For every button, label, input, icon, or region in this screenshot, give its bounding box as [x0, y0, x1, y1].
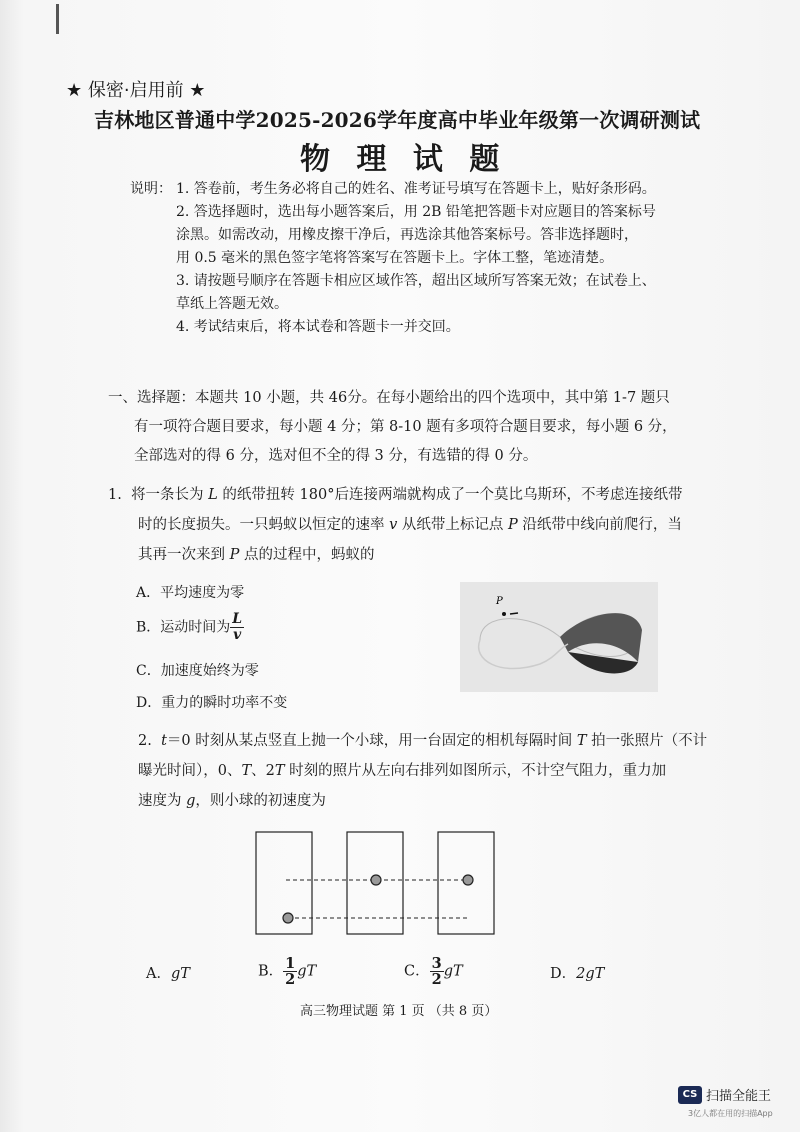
q1-text: 将一条长为 [131, 487, 209, 503]
confidential-mark: ★ 保密·启用前 ★ [66, 80, 206, 101]
section-line: 一、选择题：本题共 10 小题，共 46分。在每小题给出的四个选项中，其中第 1-7 题只 [108, 390, 670, 406]
var-g: g [186, 793, 196, 809]
watermark-tagline: 3亿人都在用的扫描App [688, 1109, 773, 1118]
q2-text: 时刻的照片从左向右排列如图所示，不计空气阻力，重力加 [284, 763, 667, 779]
ball-at-T [371, 875, 381, 885]
q2-text: ，则小球的初速度为 [195, 793, 326, 809]
q2-text: 速度为 [138, 793, 187, 809]
question-2 [138, 726, 707, 816]
instruction-item: 3. 请按题号顺序在答题卡相应区域作答，超出区域所写答案无效；在试卷上、 [176, 273, 656, 289]
q1-text: 的纸带扭转 180°后连接两端就构成了一个莫比乌斯环，不考虑连接纸带 [217, 487, 683, 503]
var-T: T [274, 763, 285, 779]
fraction-denominator: 2 [285, 971, 296, 988]
section-line: 有一项符合题目要求，每小题 4 分；第 8-10 题有多项符合题目要求，每小题 6 分， [134, 419, 677, 435]
exam-title: 吉林地区普通中学2025-2026学年度高中毕业年级第一次调研测试 [94, 108, 701, 132]
q2-text: 曝光时间），0、 [138, 763, 242, 779]
q1-option-c: C．加速度始终为零 [136, 663, 259, 679]
option-value: gT [297, 963, 317, 980]
mobius-strip-figure [460, 582, 658, 692]
var-T: T [576, 733, 587, 749]
question-number: 1. [108, 487, 122, 503]
option-value: 2gT [576, 966, 605, 982]
question-1 [108, 480, 682, 570]
q1-text: 点的过程中，蚂蚁的 [239, 547, 375, 563]
q2-text: 拍一张照片（不计 [586, 733, 708, 749]
fraction-numerator: L [232, 611, 243, 627]
photo-frames-figure [252, 830, 502, 940]
section-line: 全部选对的得 6 分，选对但不全的得 3 分，有选错的得 0 分。 [134, 448, 538, 464]
q1-option-a: A．平均速度为零 [136, 585, 245, 601]
instruction-item: 4. 考试结束后，将本试卷和答题卡一并交回。 [176, 319, 460, 335]
var-P: P [508, 517, 518, 533]
instructions-label: 说明： [130, 181, 172, 197]
option-label: A． [146, 966, 171, 982]
scan-edge-mark [56, 4, 59, 34]
q2-option-c [404, 956, 463, 987]
instruction-item: 1. 答卷前，考生务必将自己的姓名、准考证号填写在答题卡上，贴好条形码。 [176, 181, 656, 197]
instruction-item: 涂黑。如需改动，用橡皮擦干净后，再选涂其他答案标号。答非选择题时， [176, 227, 638, 243]
q1-text: 时的长度损失。一只蚂蚁以恒定的速率 [138, 517, 390, 533]
camscanner-logo-icon: CS [678, 1086, 702, 1104]
ball-at-2T [463, 875, 473, 885]
ant-arrow [510, 613, 518, 614]
q1-text: 其再一次来到 [138, 547, 230, 563]
var-L: L [208, 487, 218, 503]
q2-text: 、2 [251, 763, 275, 779]
option-label: D． [550, 966, 577, 982]
q1-option-d: D．重力的瞬时功率不变 [136, 695, 288, 711]
question-number: 2. [138, 733, 152, 749]
q2-option-d [550, 962, 604, 983]
option-label: C． [404, 963, 430, 980]
q1-option-b [136, 612, 244, 643]
q2-option-b [258, 956, 316, 987]
subject-title: 物 理 试 题 [300, 142, 508, 177]
option-value: gT [443, 963, 463, 980]
camscanner-watermark [678, 1084, 771, 1104]
page-footer: 高三物理试题 第 1 页 （共 8 页） [300, 1004, 498, 1019]
instruction-item: 用 0.5 毫米的黑色签字笔将答案写在答题卡上。字体工整，笔迹清楚。 [176, 250, 614, 266]
q1-text: 沿纸带中线向前爬行，当 [517, 517, 682, 533]
watermark-app-name: 扫描全能王 [706, 1089, 772, 1104]
fraction-L-over-v [230, 612, 244, 643]
q1-text: 从纸带上标记点 [397, 517, 509, 533]
option-value: gT [170, 966, 190, 982]
point-p-label: P [496, 596, 503, 607]
var-v: v [389, 517, 398, 533]
q2-option-a [146, 962, 190, 983]
q2-text: ＝0 时刻从某点竖直上抛一个小球，用一台固定的相机每隔时间 [166, 733, 577, 749]
var-T: T [241, 763, 252, 779]
instruction-item: 2. 答选择题时，选出每小题答案后，用 2B 铅笔把答题卡对应题目的答案标号 [176, 204, 656, 220]
fraction-denominator: v [233, 627, 242, 643]
ball-at-0 [283, 913, 293, 923]
option-label: B． [258, 963, 284, 980]
fraction-three-halves [430, 956, 444, 987]
instruction-item: 草纸上答题无效。 [176, 296, 288, 312]
section-heading [108, 384, 677, 471]
fraction-numerator: 1 [285, 955, 296, 972]
fraction-one-half [283, 956, 297, 987]
var-P: P [229, 547, 240, 563]
point-p-dot [502, 612, 506, 616]
q1-option-b-text: B．运动时间为 [136, 619, 231, 636]
fraction-denominator: 2 [431, 971, 442, 988]
instructions [130, 178, 656, 339]
fraction-numerator: 3 [431, 955, 442, 972]
var-t: t [161, 733, 167, 749]
